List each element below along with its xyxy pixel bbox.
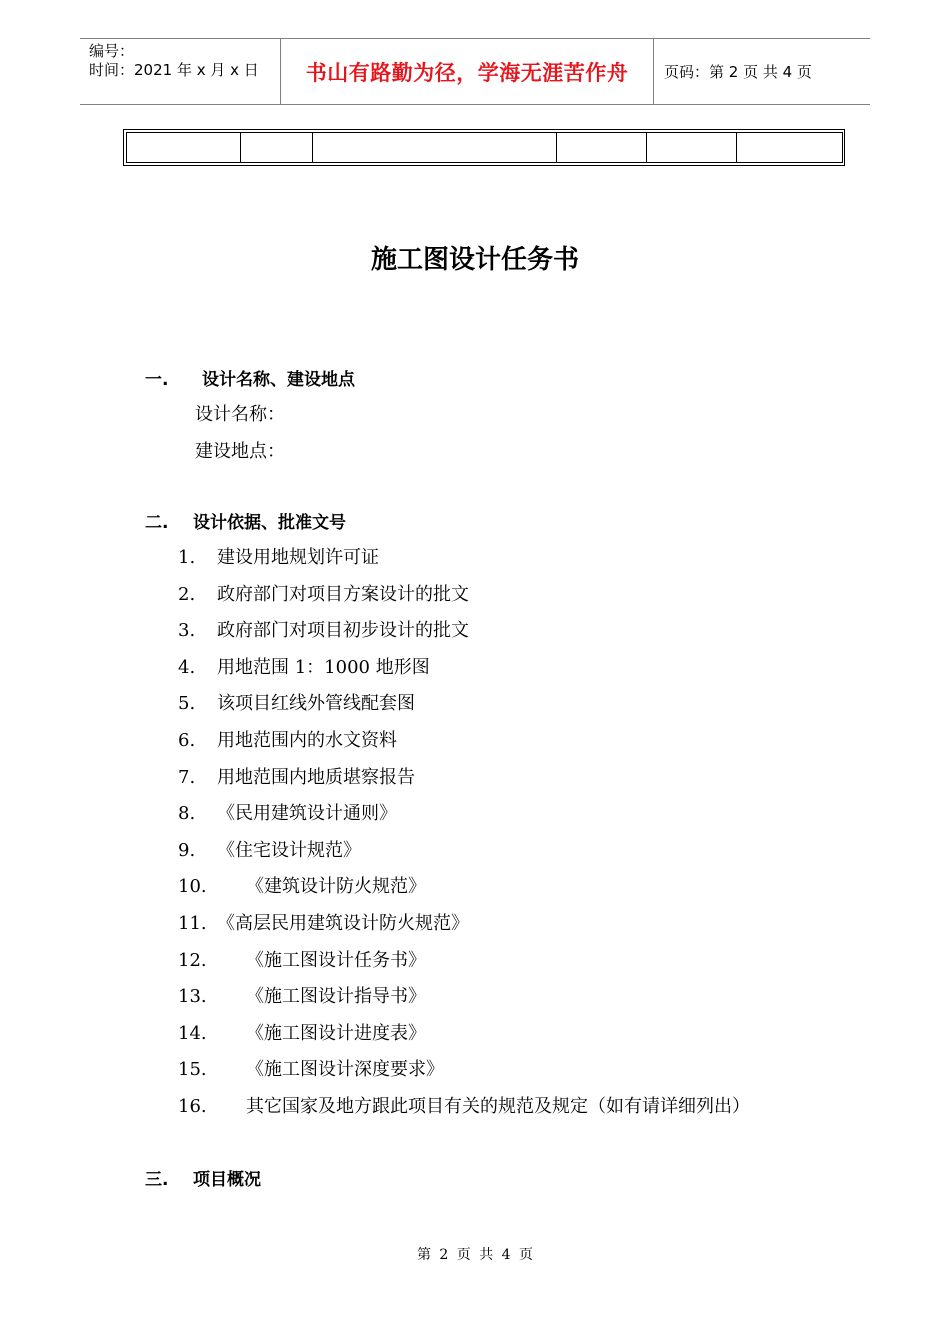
- document-title: 施工图设计任务书: [370, 245, 579, 275]
- list-item-number: 16.: [178, 1096, 207, 1117]
- list-item-text: 政府部门对项目方案设计的批文: [217, 583, 469, 605]
- list-item-number: 8.: [178, 803, 196, 825]
- list-item-text: 《施工图设计深度要求》: [246, 1059, 444, 1081]
- list-item-text: 《施工图设计进度表》: [246, 1022, 426, 1044]
- list-item-number: 15.: [178, 1059, 207, 1081]
- list-item-number: 13.: [178, 986, 207, 1008]
- list-item-number: 6.: [178, 730, 196, 751]
- list-item-text: 政府部门对项目初步设计的批文: [217, 620, 469, 642]
- table-row: [127, 133, 843, 163]
- list-item-text: 《住宅设计规范》: [217, 839, 361, 861]
- section-number: 二.: [145, 513, 169, 533]
- page-footer: 第 2 页 共 4 页: [416, 1247, 534, 1263]
- table-cell: [313, 133, 557, 163]
- section-title: 设计依据、批准文号: [193, 513, 346, 533]
- list-item-number: 5.: [178, 693, 196, 715]
- section-number: 三.: [145, 1170, 169, 1190]
- list-item-number: 10.: [178, 876, 207, 898]
- list-item-number: 2.: [178, 583, 196, 605]
- list-item-text: 用地范围内地质堪察报告: [217, 766, 415, 788]
- section-number: 一.: [145, 370, 169, 390]
- list-item-number: 1.: [178, 547, 196, 568]
- header-time-label: 时间：2021 年 x 月 x 日: [89, 61, 259, 79]
- list-item-text: 《施工图设计指导书》: [246, 986, 426, 1008]
- list-item-number: 3.: [178, 620, 196, 642]
- header-page-info: 页码：第 2 页 共 4 页: [664, 63, 812, 81]
- header-meta: [80, 39, 281, 104]
- table-cell: [127, 133, 241, 163]
- list-item-text: 用地范围内的水文资料: [217, 730, 397, 751]
- header-number-label: 编号：: [89, 42, 135, 60]
- list-item-text: 《建筑设计防火规范》: [246, 876, 426, 898]
- list-item-number: 14.: [178, 1022, 207, 1044]
- field-construction-site: 建设地点：: [195, 441, 285, 462]
- list-item-text: 《高层民用建筑设计防火规范》: [217, 913, 469, 934]
- section-title: 项目概况: [193, 1170, 261, 1190]
- section-title: 设计名称、建设地点: [202, 370, 355, 390]
- list-item-number: 7.: [178, 766, 196, 788]
- list-item-text: 《施工图设计任务书》: [246, 949, 426, 971]
- field-design-name: 设计名称：: [195, 404, 285, 425]
- empty-table: [123, 129, 845, 166]
- table-cell: [241, 133, 313, 163]
- list-item-text: 其它国家及地方跟此项目有关的规范及规定（如有请详细列出）: [246, 1096, 750, 1117]
- list-item-number: 4.: [178, 656, 196, 678]
- list-item-text: 《民用建筑设计通则》: [217, 803, 397, 825]
- list-item-text: 用地范围 1：1000 地形图: [217, 656, 430, 678]
- list-item-text: 该项目红线外管线配套图: [217, 693, 415, 715]
- list-item-text: 建设用地规划许可证: [217, 547, 379, 568]
- list-item-number: 12.: [178, 949, 207, 971]
- table-cell: [557, 133, 647, 163]
- header-motto: 书山有路勤为径，学海无涯苦作舟: [281, 39, 654, 104]
- table-cell: [647, 133, 737, 163]
- page-header: [80, 38, 870, 105]
- list-item-number: 9.: [178, 839, 196, 861]
- list-item-number: 11.: [178, 913, 207, 934]
- table-cell: [737, 133, 843, 163]
